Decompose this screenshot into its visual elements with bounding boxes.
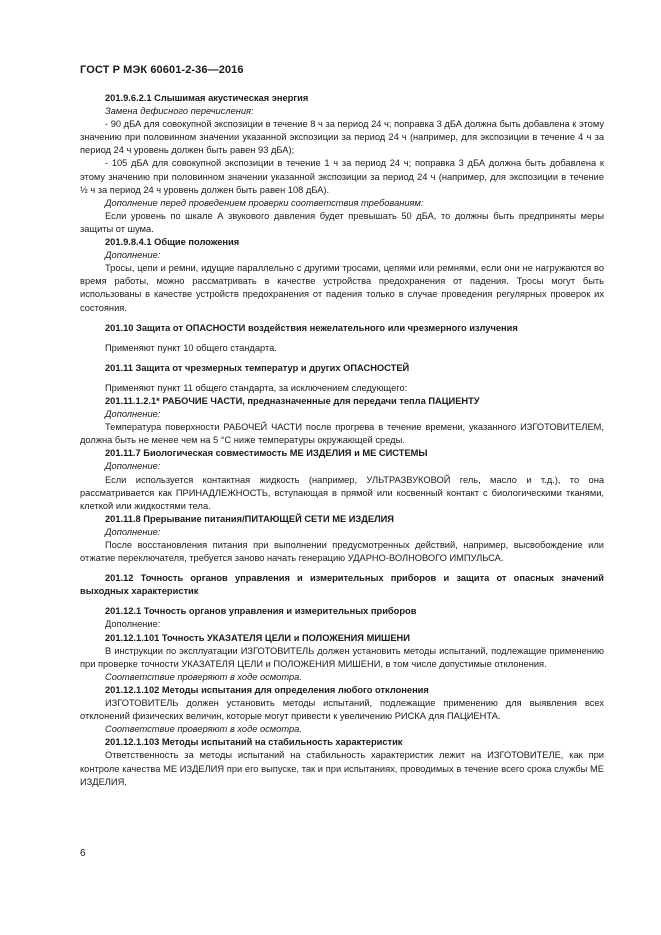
paragraph: Если используется контактная жидкость (например, УЛЬТРАЗВУКОВОЙ гель, масло и т.д.), то она рассматривается как ПРИНАДЛЕЖНОСТЬ, вступающая в прямой или косвенный контакт с биологическими тканями, клеткой или жидкостями тела.: [80, 474, 604, 511]
paragraph: Применяют пункт 11 общего стандарта, за исключением следующего:: [105, 382, 408, 393]
clause-heading: 201.11.1.2.1* РАБОЧИЕ ЧАСТИ, предназначенные для передачи тепла ПАЦИЕНТУ: [105, 395, 480, 406]
paragraph: - 90 дБА для совокупной экспозиции в течение 8 ч за период 24 ч; поправка 3 дБА должна быть добавлена к этому значению при половинном значении указанной экспозиции за период 24 ч (например, для экспозиции в течение 4 ч за период 24 ч уровень должен быть равен 93 дБА);: [80, 119, 604, 156]
paragraph: В инструкции по эксплуатации ИЗГОТОВИТЕЛЬ должен установить методы испытаний, подлежащие применению при проверке точности УКАЗАТЕЛЯ ЦЕЛИ и ПОЛОЖЕНИЯ МИШЕНИ, в том числе допустимые отклонения.: [80, 645, 604, 669]
italic-note: Соответствие проверяют в ходе осмотра.: [105, 724, 302, 735]
document-header: ГОСТ Р МЭК 60601-2-36—2016: [80, 64, 244, 76]
paragraph: ИЗГОТОВИТЕЛЬ должен установить методы испытаний, подлежащие применению для выявления всех отклонений физических величин, которые могут привести к увеличению РИСКА для ПАЦИЕНТА.: [80, 698, 604, 722]
document-body: [80, 92, 604, 789]
italic-note: Дополнение:: [105, 461, 161, 472]
clause-heading: 201.11.8 Прерывание питания/ПИТАЮЩЕЙ СЕТИ МЕ ИЗДЕЛИЯ: [105, 513, 394, 524]
paragraph: После восстановления питания при выполнении предусмотренных действий, например, высвобождение или отжатие переключателя, требуется заново начать генерацию УДАРНО-ВОЛНОВОГО ИМПУЛЬСА.: [80, 540, 604, 564]
section-heading: 201.10 Защита от ОПАСНОСТИ воздействия нежелательного или чрезмерного излучения: [105, 322, 518, 333]
italic-note: Замена дефисного перечисления:: [105, 106, 254, 117]
clause-heading: 201.9.6.2.1 Слышимая акустическая энергия: [105, 93, 309, 103]
section-heading: 201.12 Точность органов управления и измерительных приборов и защита от опасных значений выходных характеристик: [80, 573, 604, 597]
clause-heading: 201.11.7 Биологическая совместимость МЕ ИЗДЕЛИЯ и МЕ СИСТЕМЫ: [105, 448, 428, 459]
paragraph: - 105 дБА для совокупной экспозиции в течение 1 ч за период 24 ч; поправка 3 дБА должна быть добавлена к этому значению при половинном значении указанной экспозиции за период 24 ч (например, для экспозиции в течение ½ ч за период 24 ч уровень должен быть равен 108 дБА).: [80, 158, 604, 195]
clause-heading: 201.12.1.101 Точность УКАЗАТЕЛЯ ЦЕЛИ и ПОЛОЖЕНИЯ МИШЕНИ: [105, 632, 410, 643]
clause-heading: 201.12.1.103 Методы испытаний на стабильность характеристик: [105, 737, 403, 748]
paragraph: Температура поверхности РАБОЧЕЙ ЧАСТИ после прогрева в течение времени, указанного ИЗГОТОВИТЕЛЕМ, должна быть не менее чем на 5 °С ниже температуры окружающей среды.: [80, 422, 604, 446]
paragraph: Тросы, цепи и ремни, идущие параллельно с другими тросами, цепями или ремнями, если они не нагружаются во время работы, можно рассматривать в качестве устройства предохранения от падения. Тросы могут быть использованы в качестве устройств предохранения от падения только в случае проведения регулярных проверок их состояния.: [80, 263, 604, 313]
italic-note: Дополнение:: [105, 526, 161, 537]
italic-note: Дополнение:: [105, 250, 161, 261]
paragraph: Если уровень по шкале А звукового давления будет превышать 50 дБА, то должны быть предприняты меры защиты от шума.: [80, 210, 604, 234]
paragraph: Дополнение:: [105, 619, 161, 630]
paragraph: Ответственность за методы испытаний на стабильность характеристик лежит на ИЗГОТОВИТЕЛЕ, как при контроле качества МЕ ИЗДЕЛИЯ при его выпуске, так и при испытаниях, проводимых в течение всего срока службы МЕ ИЗДЕЛИЯ.: [80, 750, 604, 787]
italic-note: Дополнение:: [105, 409, 161, 420]
italic-note: Соответствие проверяют в ходе осмотра.: [105, 671, 302, 682]
clause-heading: 201.9.8.4.1 Общие положения: [105, 237, 240, 248]
clause-heading: 201.12.1.102 Методы испытания для определения любого отклонения: [105, 684, 429, 695]
italic-note: Дополнение перед проведением проверки соответствия требованиям:: [105, 197, 424, 208]
section-heading: 201.11 Защита от чрезмерных температур и других ОПАСНОСТЕЙ: [105, 362, 410, 373]
clause-heading: 201.12.1 Точность органов управления и измерительных приборов: [105, 606, 417, 617]
paragraph: Применяют пункт 10 общего стандарта.: [105, 342, 277, 353]
page-number: 6: [80, 848, 86, 859]
